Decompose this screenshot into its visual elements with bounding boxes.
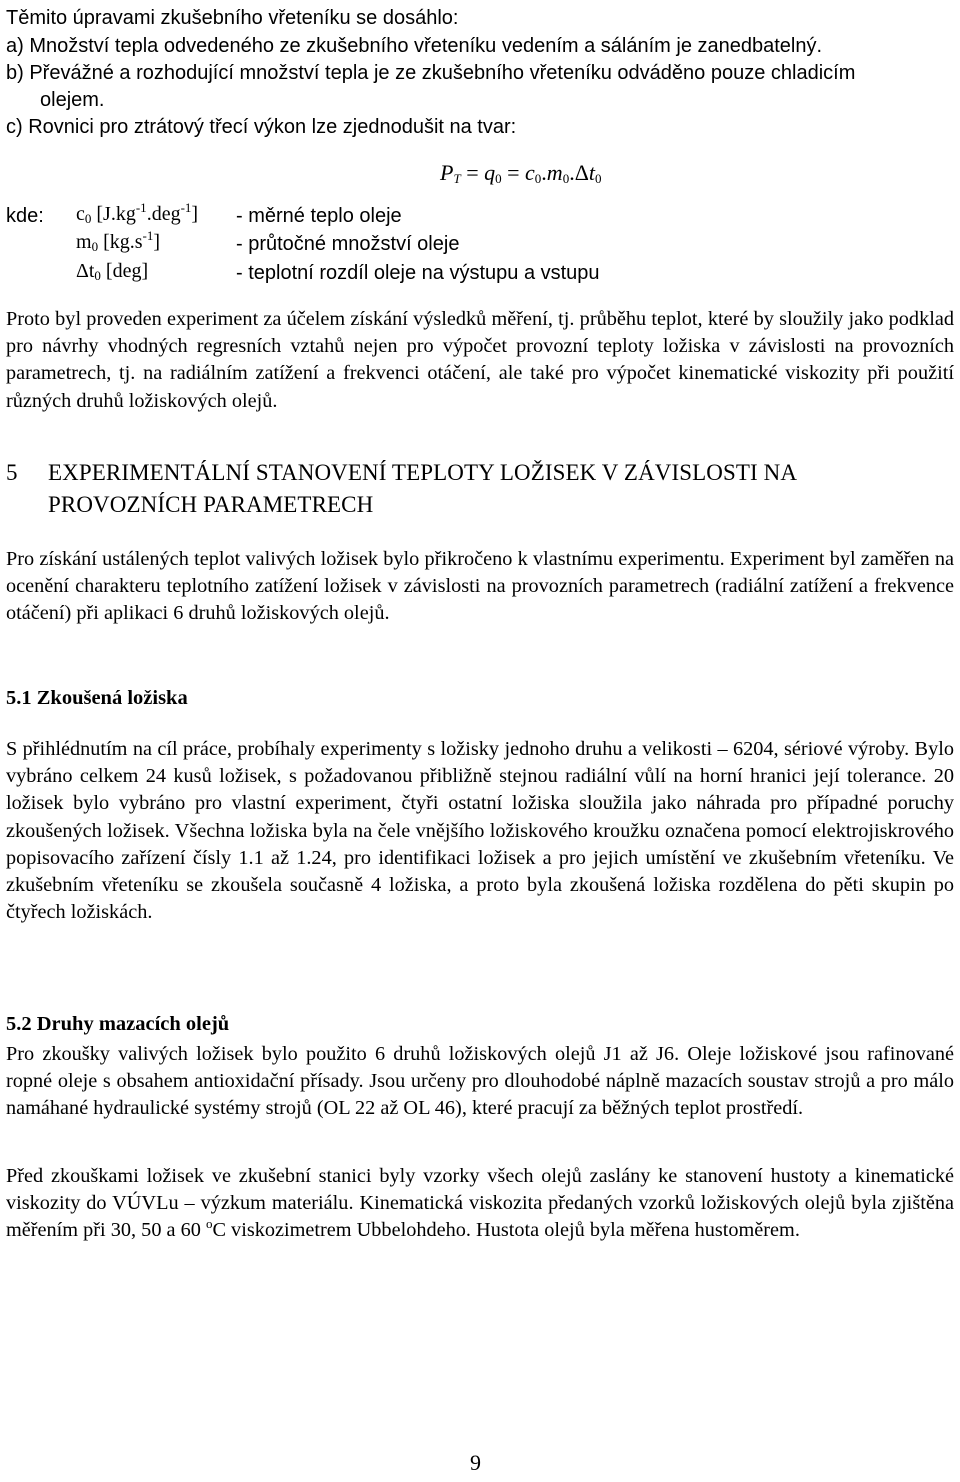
formula-eq1: = [460, 160, 485, 185]
intro-item-b-line1: b) Převážné a rozhodující množství tepla je ze zkušebního vřeteníku odváděno pouze chladicím [6, 62, 856, 84]
formula-dot1: . [541, 160, 547, 185]
paragraph-experiment-intro: Pro získání ustálených teplot valivých ložisek bylo přikročeno k vlastnímu experimentu. Experiment byl zaměřen na ocenění charakteru teplotního zatížení ložisek v závislosti na provozních parametrech (radiální zatížení a frekvence otáčení) při aplikaci 6 druhů ložiskových olejů. [6, 548, 954, 625]
intro-item-a: a) Množství tepla odvedeného ze zkušebního vřeteníku vedením a sáláním je zanedbatelný. [6, 35, 823, 57]
formula-t-sub: 0 [594, 171, 602, 186]
section-5-1-title: 5.1 Zkoušená ložiska [6, 687, 188, 709]
section-5-title [48, 458, 958, 520]
where-symbol-c0: $c_0$ $[J.kg^{-1}.deg^{-1}]$ [76, 200, 199, 226]
friction-power-formula [440, 160, 601, 186]
formula-m: m [546, 160, 563, 185]
formula-P: P [440, 160, 454, 185]
where-desc-dt0: - teplotní rozdíl oleje na výstupu a vstupu [236, 262, 600, 284]
formula-c: c [525, 160, 535, 185]
formula-t: t [588, 160, 595, 185]
formula-T-sub: T [453, 171, 461, 186]
section-5-2-title: 5.2 Druhy mazacích olejů [6, 1013, 230, 1035]
section-5-title-line2: PROVOZNÍCH PARAMETRECH [48, 492, 374, 517]
paragraph-oil-testing: Před zkouškami ložisek ve zkušební stanici byly vzorky všech olejů zaslány ke stanovení hustoty a kinematické viskozity do VÚVLu – výzkum materiálu. Kinematická viskozita předaných vzorků ložiskových olejů byla zjištěna měřením při 30, 50 a 60 $^o$C viskozimetrem Ubbelohdeho. Hustota olejů byla měřena hustoměrem. [6, 1165, 954, 1242]
where-symbol-dt0: $\Delta t_0$ [deg] [76, 260, 149, 283]
section-5-number: 5 [6, 460, 18, 485]
section-5-title-line1: EXPERIMENTÁLNÍ STANOVENÍ TEPLOTY LOŽISEK V ZÁVISLOSTI NA [48, 460, 798, 485]
formula-q-sub: 0 [495, 171, 502, 186]
where-desc-c0: - měrné teplo oleje [236, 205, 402, 227]
where-desc-m0: - průtočné množství oleje [236, 233, 460, 255]
section-5-heading [6, 458, 18, 488]
formula-dot2: . [569, 160, 575, 185]
intro-item-b-line2: olejem. [40, 89, 105, 111]
formula-delta: Δ [574, 160, 589, 185]
formula-m-sub: 0 [562, 171, 570, 186]
paragraph-oil-types: Pro zkoušky valivých ložisek bylo použito 6 druhů ložiskových olejů J1 až J6. Oleje ložiskové jsou rafinované ropné oleje s obsahem antioxidační přísady. Jsou určeny pro dlouhodobé náplně mazacích soustav strojů a pro málo namáhané hydraulické systémy strojů (OL 22 až OL 46), které pracují za běžných teplot prostředí. [6, 1043, 954, 1120]
formula-c-sub: 0 [534, 171, 542, 186]
paragraph-tested-bearings: S přihlédnutím na cíl práce, probíhaly experimenty s ložisky jednoho druhu a velikosti – 6204, sériové výroby. Bylo vybráno celkem 24 kusů ložisek, s požadovanou přibližně stejnou radiální vůlí na horní hranici její tolerance. 20 ložisek bylo vybráno pro vlastní experiment, čtyři ostatní ložiska sloužila jako náhrada pro případné poruchy zkoušených ložisek. Všechna ložiska byla na čele vnějšího ložiskového kroužku označena pomocí elektrojiskrového popisovacího zařízení čísly 1.1 až 1.24, pro identifikaci ložisek a pro jejich umístění ve zkušebním vřeteníku. Ve zkušebním vřeteníku se zkoušela současně 4 ložiska, a proto byla zkoušená ložiska rozdělena do pěti skupin po čtyřech ložiskách. [6, 738, 954, 924]
intro-item-c: c) Rovnici pro ztrátový třecí výkon lze zjednodušit na tvar: [6, 116, 517, 138]
intro-lead: Těmito úpravami zkušebního vřeteníku se dosáhlo: [6, 7, 459, 29]
where-symbol-m0: $m_0$ $[kg.s^{-1}]$ [76, 228, 161, 254]
formula-eq2: = [501, 160, 526, 185]
paragraph-experiment-purpose: Proto byl proveden experiment za účelem získání výsledků měření, tj. průběhu teplot, které by sloužily jako podklad pro návrhy vhodných regresních vztahů nejen pro výpočet provozní teploty ložiska v závislosti na provozních parametrech, tj. na radiálním zatížení a frekvenci otáčení, ale také pro výpočet kinematické viskozity při použití různých druhů ložiskových olejů. [6, 308, 954, 412]
formula-q: q [484, 160, 496, 185]
where-label: kde: [6, 205, 44, 227]
page-number: 9 [470, 1450, 481, 1475]
